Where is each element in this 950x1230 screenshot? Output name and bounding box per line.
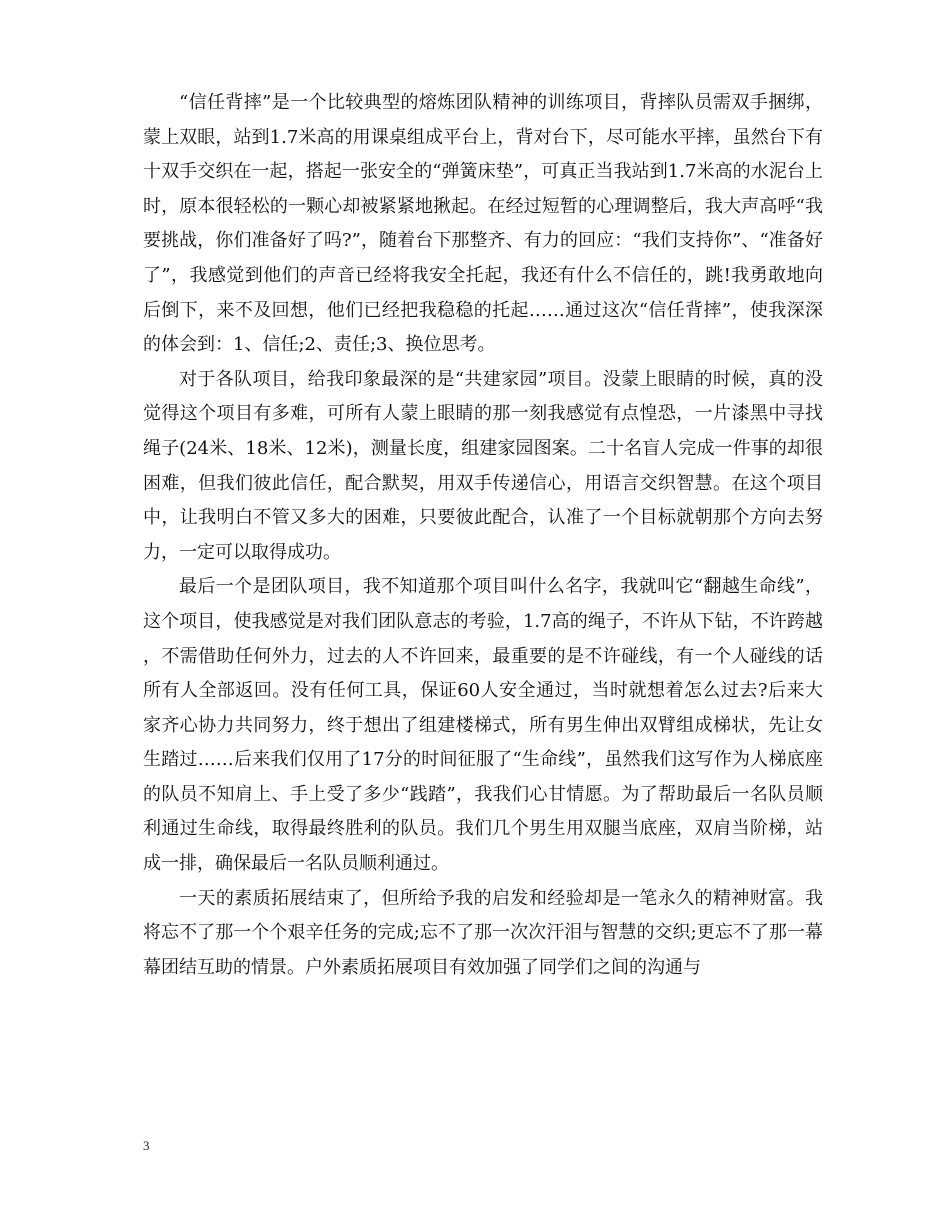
paragraph-build-home: 对于各队项目，给我印象最深的是“共建家园”项目。没蒙上眼睛的时候，真的没觉得这个项目有多难，可所有人蒙上眼睛的那一刻我感觉有点惶恐，一片漆黑中寻找绳子(24米、18米、12米)，测量长度，组建家园图案。二十名盲人完成一件事的却很困难，但我们彼此信任，配合默契，用双手传递信心，用语言交织智慧。在这个项目中，让我明白不管又多大的困难，只要彼此配合，认准了一个目标就朝那个方向去努力，一定可以取得成功。 <box>143 368 823 563</box>
paragraph-life-line: 最后一个是团队项目，我不知道那个项目叫什么名字，我就叫它“翻越生命线”，这个项目，使我感觉是对我们团队意志的考验，1.7高的绳子，不许从下钻，不许跨越，不需借助任何外力，过去的人不许回来，最重要的是不许碰线，有一个人碰线的话所有人全部返回。没有任何工具，保证60人安全通过，当时就想着怎么过去?后来大家齐心协力共同努力，终于想出了组建楼梯式，所有男生伸出双臂组成梯状，先让女生踏过……后来我们仅用了17分的时间征服了“生命线”，虽然我们这写作为人梯底座的队员不知肩上、手上受了多少“践踏”，我我们心甘情愿。为了帮助最后一名队员顺利通过生命线，取得最终胜利的队员。我们几个男生用双腿当底座，双肩当阶梯，站成一排，确保最后一名队员顺利通过。 <box>143 576 823 875</box>
body-text <box>143 86 823 985</box>
paragraph-conclusion: 一天的素质拓展结束了，但所给予我的启发和经验却是一笔永久的精神财富。我将忘不了那一个个艰辛任务的完成;忘不了那一次次汗泪与智慧的交织;更忘不了那一幕幕团结互助的情景。户外素质拓展项目有效加强了同学们之间的沟通与 <box>143 887 823 978</box>
page-number: 3 <box>143 1138 150 1153</box>
paragraph-trust-fall: “信任背摔”是一个比较典型的熔炼团队精神的训练项目，背摔队员需双手捆绑，蒙上双眼，站到1.7米高的用课桌组成平台上，背对台下，尽可能水平摔，虽然台下有十双手交织在一起，搭起一张安全的“弹簧床垫”，可真正当我站到1.7米高的水泥台上时，原本很轻松的一颗心却被紧紧地揪起。在经过短暂的心理调整后，我大声高呼“我要挑战，你们准备好了吗?”，随着台下那整齐、有力的回应：“我们支持你”、“准备好了”，我感觉到他们的声音已经将我安全托起，我还有什么不信任的，跳!我勇敢地向后倒下，来不及回想，他们已经把我稳稳的托起……通过这次“信任背摔”，使我深深的体会到：1、信任;2、责任;3、换位思考。 <box>143 92 823 356</box>
